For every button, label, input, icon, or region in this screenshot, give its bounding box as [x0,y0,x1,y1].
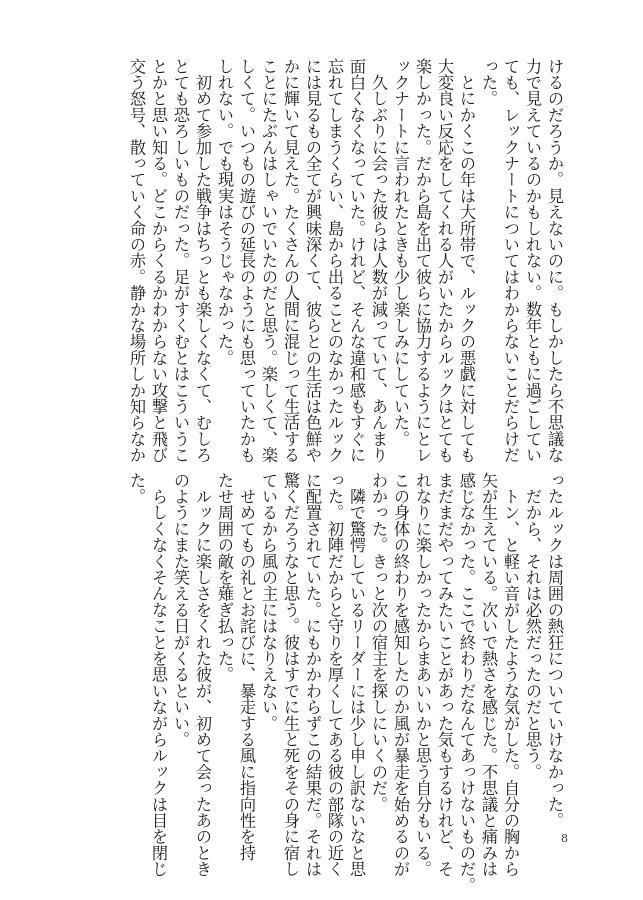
text-line: 隣で驚愕しているリーダーには少し申し訳ないなと思 [347,472,366,877]
text-line: だから、それは必然だったのだと思う。 [523,472,542,780]
text-line: れなりに楽しかったからまあいいかと思う自分もいる。 [413,472,432,877]
text-line: 矢が生えている。次いで熱さを感じた。不思議と痛みは [479,472,498,877]
text-line: ているから風の主にはなりえない。 [259,472,278,732]
text-line: けるのだろうか。見えないのに。もしかしたら不思議な [545,58,564,463]
text-line: しくて。いつもの遊びの延長のようにも思っていたかも [237,58,256,463]
text-line: かに輝いて見えた。たくさんの人間に混じって生活する [281,58,300,463]
text-line: に配置されていた。にもかかわらずこの結果だ。それは [303,472,322,877]
text-line: ックナートに言われたときも少し楽しみにしていた。 [391,58,410,447]
text-line: った。 [479,58,498,107]
text-line: 力で見えているのかもしれない。数年ともに過ごしてい [523,58,542,463]
text-line: ルックに楽しさをくれた彼が、初めて会ったあのとき [193,472,212,877]
text-line: 楽しかった。だから島を出て彼らに協力するようにとレ [413,58,432,463]
text-line: しれない。でも現実はそうじゃなかった。 [215,58,234,366]
text-line: たせ周囲の敵を薙ぎ払った。 [215,472,234,683]
text-line: 忘れてしまうくらい、島から出ることのなかったルック [325,58,344,463]
text-line: ても、レックナートについてはわからないことだらけだ [501,58,520,463]
text-line: せめてもの礼とお詫びに、暴走する風に指向性を持 [237,472,256,861]
text-line: 面白くなくなっていた。けれど、そんな違和感もすぐに [347,58,366,463]
lower-text-block [125,472,565,894]
text-line: この身体の終わりを感知したのか風が暴走を始めるのが [391,472,410,877]
text-line: とかと思い知る。どこからくるかわからない攻撃と飛び [149,58,168,463]
text-line: わかった。きっと次の宿主を探しにいくのだ。 [369,472,388,813]
text-line: とにかくこの年は大所帯で、ルックの悪戯に対しても [457,58,476,463]
text-line: 感じなかった。ここで終わりだなんてあっけないものだ。 [457,472,476,894]
text-line: った。初陣だからと守りを厚くしてある彼の部隊の近く [325,472,344,877]
text-line: 驚くだろうなと思う。彼はすでに生と死をその身に宿し [281,472,300,877]
text-line: た。 [127,472,146,505]
text-line: トン、と軽い音がしたような気がした。自分の胸から [501,472,520,877]
text-line: 久しぶりに会った彼らは人数が減っていて、あんまり [369,58,388,463]
upper-text-block [125,58,565,463]
text-line: まだまだやってみたいことがあった気もするけれど、そ [435,472,454,877]
text-line: とても恐ろしいものだった。足がすくむとはこういうこ [171,58,190,463]
text-line: 交う怒号、散っていく命の赤。静かな場所しか知らなか [127,58,146,463]
text-line: らしくなくそんなことを思いながらルックは目を閉じ [149,472,168,877]
text-line: 大変良い反応をしてくれる人がいたからルックはとても [435,58,454,463]
text-line: には見るもの全てが興味深くて、彼らとの生活は色鮮や [303,58,322,463]
text-line: ったルックは周囲の熱狂についていけなかった。 [545,472,564,829]
page-number: 8 [561,832,568,845]
text-line: のようにまた笑える日がくるといい。 [171,472,190,748]
text-line: 初めて参加した戦争はちっとも楽しくなくて、むしろ [193,58,212,463]
text-line: ことにたぶんはしゃいでいたのだと思う。楽しくて、楽 [259,58,278,463]
